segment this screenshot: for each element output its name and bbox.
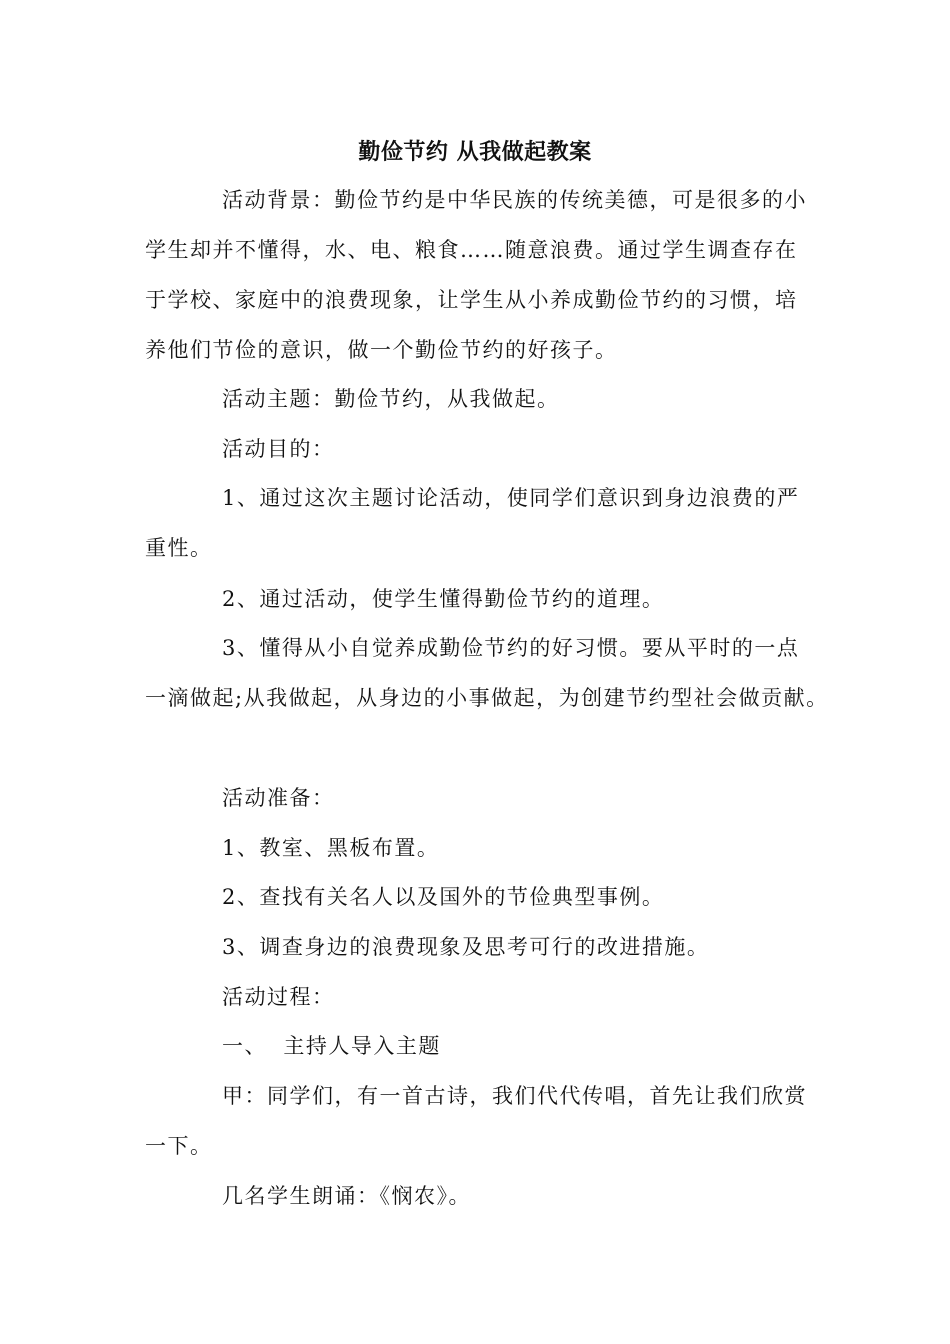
list-item: 2、通过活动，使学生懂得勤俭节约的道理。	[222, 587, 665, 611]
section-heading: 活动过程：	[222, 985, 335, 1009]
list-item: 2、查找有关名人以及国外的节俭典型事例。	[222, 885, 665, 909]
document-title: 勤俭节约 从我做起教案	[358, 139, 592, 165]
paragraph-line: 几名学生朗诵：《悯农》。	[222, 1184, 471, 1208]
section-heading: 活动目的：	[222, 437, 335, 461]
list-item-continuation: 重性。	[145, 536, 213, 560]
paragraph-line: 一下。	[145, 1134, 213, 1158]
section-heading: 活动准备：	[222, 786, 335, 810]
paragraph-line: 于学校、家庭中的浪费现象，让学生从小养成勤俭节约的习惯，培	[145, 288, 798, 312]
list-item: 3、调查身边的浪费现象及思考可行的改进措施。	[222, 935, 710, 959]
subsection-heading: 一、 主持人导入主题	[222, 1034, 441, 1058]
list-item: 1、通过这次主题讨论活动，使同学们意识到身边浪费的严	[222, 486, 800, 510]
list-item-continuation: 一滴做起;从我做起，从身边的小事做起，为创建节约型社会做贡献。	[145, 686, 829, 710]
paragraph-line: 活动背景：勤俭节约是中华民族的传统美德，可是很多的小	[222, 188, 807, 212]
paragraph-line: 学生却并不懂得，水、电、粮食……随意浪费。通过学生调查存在	[145, 238, 798, 262]
list-item: 3、懂得从小自觉养成勤俭节约的好习惯。要从平时的一点	[222, 636, 800, 660]
paragraph-line: 甲：同学们，有一首古诗，我们代代传唱，首先让我们欣赏	[222, 1084, 807, 1108]
paragraph-line: 活动主题：勤俭节约，从我做起。	[222, 387, 560, 411]
list-item: 1、教室、黑板布置。	[222, 836, 440, 860]
paragraph-line: 养他们节俭的意识，做一个勤俭节约的好孩子。	[145, 338, 618, 362]
